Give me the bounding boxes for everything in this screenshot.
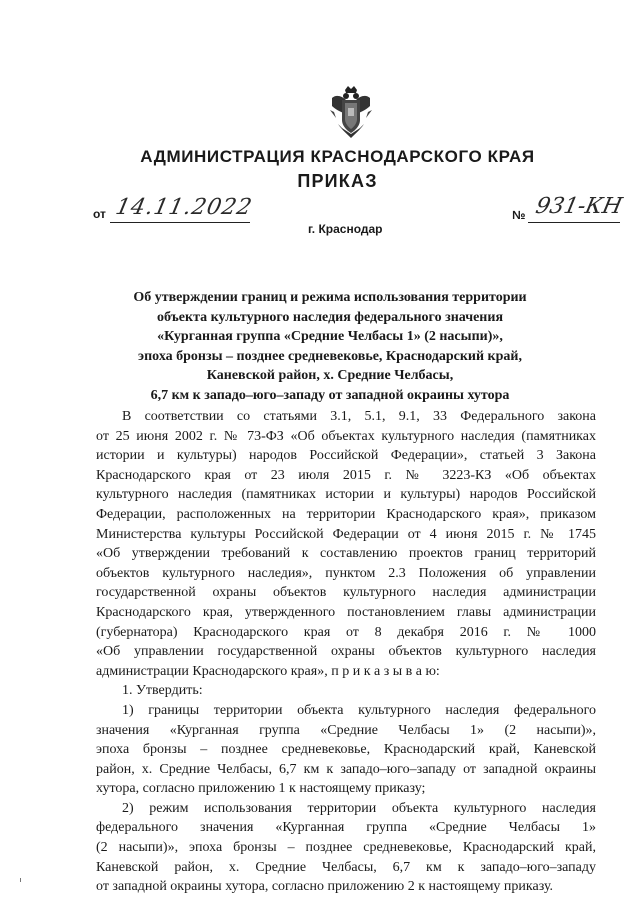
handwritten-number: 931-КН [533, 194, 625, 219]
date-underline [110, 222, 250, 223]
subject-line: 6,7 км к западо–юго–западу от западной окраины хутора [150, 387, 510, 403]
body-line: от западной окраины хутора, согласно приложению 2 к настоящему приказу. [96, 879, 554, 895]
date-label: от [93, 207, 106, 221]
body-line: администрации Краснодарского края», п р и к а з ы в а ю: [96, 663, 440, 679]
body-line: 2) режим использования территории объекта культурного наследия [122, 800, 596, 816]
body-line: хутора, согласно приложению 1 к настоящему приказу; [96, 781, 426, 797]
body-line: эпоха бронзы – позднее средневековье, Краснодарский край, Каневской [96, 742, 596, 758]
city-label: г. Краснодар [308, 222, 383, 236]
handwritten-date: 14.11.2022 [113, 195, 255, 220]
body-line: объектов культурного наследия», пунктом 2.3 Положения об управлении [96, 565, 596, 581]
margin-mark [20, 878, 21, 882]
body-line: от 25 июня 2002 г. № 73-ФЗ «Об объектах культурного наследия (памятниках [96, 428, 596, 444]
number-underline [528, 222, 620, 223]
body-line: 1. Утвердить: [122, 683, 203, 699]
order-body-text [96, 407, 596, 897]
document-type-title: ПРИКАЗ [297, 171, 378, 191]
body-line: культурного наследия (памятниках истории и культуры) народов Российской [96, 487, 596, 503]
body-line: федерального значения «Курганная группа «Средние Челбасы 1» [96, 820, 596, 836]
subject-line: объекта культурного наследия федерального значения [156, 309, 504, 325]
body-line: (губернатора) Краснодарского края от 8 декабря 2016 г. № 1000 [96, 624, 596, 640]
order-subject-heading [100, 288, 560, 405]
subject-line: «Курганная группа «Средние Челбасы 1» (2 насыпи)», [157, 329, 503, 344]
body-line: Каневской район, х. Средние Челбасы, 6,7 км к западо–юго–западу [96, 859, 596, 875]
body-line: район, х. Средние Челбасы, 6,7 км к западо–юго–западу от западной окраины [96, 761, 596, 777]
body-line: 1) границы территории объекта культурного наследия федерального [122, 702, 596, 718]
number-label: № [512, 208, 526, 222]
body-line: Краснодарского края от 23 июля 2015 г. № 3223-КЗ «Об объектах [96, 467, 596, 483]
body-line: «Об управлении государственной охраны объектов культурного наследия [96, 644, 596, 660]
body-line: Федерации, расположенных на территории Краснодарского края», приказом [96, 506, 596, 522]
body-line: истории и культуры) народов Российской Федерации», статьей 3 Закона [96, 448, 596, 464]
coat-of-arms-icon [326, 84, 376, 140]
body-line: (2 насыпи)», эпоха бронзы – позднее средневековье, Краснодарский край, [96, 840, 596, 856]
body-line: «Об утверждении требований к составлению проектов границ территорий [96, 546, 596, 562]
organization-title: АДМИНИСТРАЦИЯ КРАСНОДАРСКОГО КРАЯ [140, 147, 535, 166]
body-line: государственной охраны объектов культурного наследия администрации [96, 585, 596, 601]
body-line: Министерства культуры Российской Федерации от 4 июня 2015 г. № 1745 [96, 526, 596, 542]
body-line: В соответствии со статьями 3.1, 5.1, 9.1, 33 Федерального закона [122, 409, 596, 424]
subject-line: Об утверждении границ и режима использования территории [133, 290, 527, 305]
body-line: Краснодарского края, утвержденного постановлением главы администрации [96, 604, 596, 620]
subject-line: Каневской район, х. Средние Челбасы, [206, 368, 454, 383]
subject-line: эпоха бронзы – позднее средневековье, Краснодарский край, [138, 348, 522, 364]
body-line: значения «Курганная группа «Средние Челбасы 1» (2 насыпи)», [96, 722, 596, 738]
